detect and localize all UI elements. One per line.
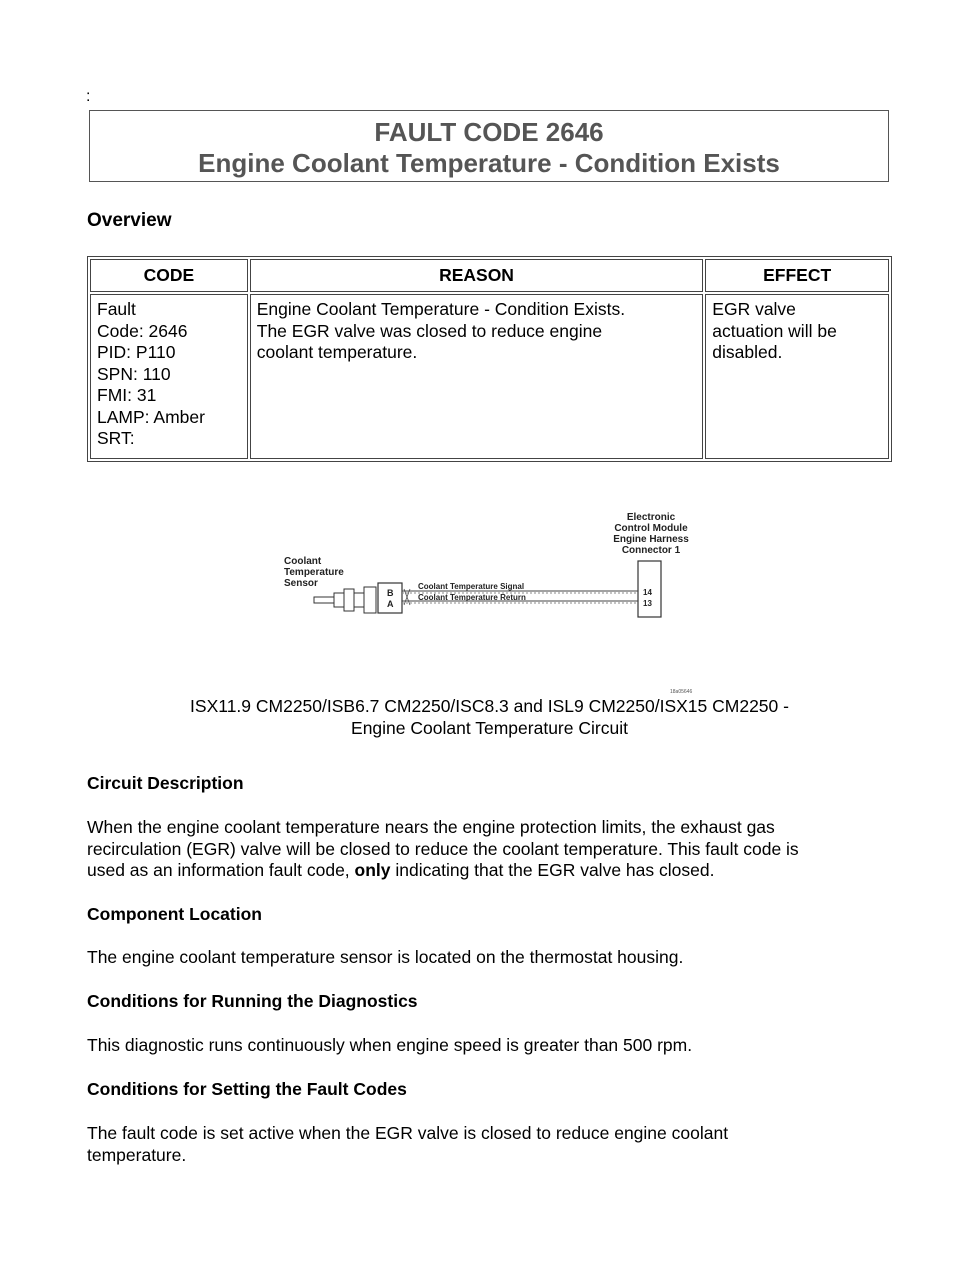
code-line: SPN: 110 <box>97 363 171 384</box>
code-line: PID: P110 <box>97 342 176 362</box>
component-location-text: The engine coolant temperature sensor is located on the thermostat housing. <box>87 947 684 967</box>
paragraph-line: When the engine coolant temperature nears the engine protection limits, the exhaust gas <box>87 817 775 837</box>
sensor-label-line: Sensor <box>284 578 318 589</box>
caption-line: ISX11.9 CM2250/ISB6.7 CM2250/ISC8.3 and ISL9 CM2250/ISX15 CM2250 - <box>190 696 789 716</box>
code-line: FMI: 31 <box>97 385 157 405</box>
table-row <box>90 294 889 459</box>
component-location-heading: Component Location <box>87 904 262 924</box>
paragraph-text: used as an information fault code, <box>87 860 355 880</box>
signal-wire-label: Coolant Temperature Signal <box>418 582 525 591</box>
effect-cell <box>705 294 889 459</box>
top-mark: : <box>86 88 91 105</box>
ecm-label-line: Electronic <box>626 512 676 523</box>
paragraph-line: The fault code is set active when the EGR valve is closed to reduce engine coolant <box>87 1123 729 1143</box>
effect-line: disabled. <box>712 342 783 362</box>
ecm-label-line: Control Module <box>614 523 688 534</box>
setting-fault-codes-text <box>87 1123 887 1166</box>
paragraph-line: temperature. <box>87 1144 187 1165</box>
header-code: CODE <box>90 259 248 292</box>
code-cell <box>90 294 248 459</box>
reason-line: The EGR valve was closed to reduce engine <box>256 320 603 341</box>
code-line: Fault <box>97 299 136 319</box>
effect-line: actuation will be <box>712 320 837 341</box>
setting-fault-codes-heading: Conditions for Setting the Fault Codes <box>87 1079 407 1099</box>
caption-line: Engine Coolant Temperature Circuit <box>351 717 628 738</box>
coolant-circuit-diagram <box>270 505 740 695</box>
header-reason: REASON <box>250 259 704 292</box>
figure-id: 18a05646 <box>670 689 693 695</box>
ecm-pin-13: 13 <box>643 599 652 608</box>
diagram-caption <box>87 696 892 739</box>
paragraph-line: recirculation (EGR) valve will be closed to reduce the coolant temperature. This fault code is <box>87 838 799 859</box>
code-line: LAMP: Amber <box>97 406 205 427</box>
sensor-pin-a: A <box>387 599 394 609</box>
emphasis-text: only <box>354 860 391 880</box>
sensor-label-line: Temperature <box>284 567 344 578</box>
circuit-description-text <box>87 817 887 882</box>
circuit-description-heading: Circuit Description <box>87 773 244 793</box>
effect-line: EGR valve <box>712 299 796 319</box>
running-diagnostics-text: This diagnostic runs continuously when engine speed is greater than 500 rpm. <box>87 1035 693 1055</box>
reason-line: Engine Coolant Temperature - Condition Exists. <box>256 299 626 319</box>
fault-code-subtitle: Engine Coolant Temperature - Condition Exists <box>198 148 780 178</box>
paragraph-line <box>87 860 887 882</box>
fault-code-table <box>87 256 892 462</box>
header-effect: EFFECT <box>705 259 889 292</box>
ecm-pin-14: 14 <box>643 588 652 597</box>
sensor-pin-b: B <box>387 588 394 598</box>
overview-heading: Overview <box>87 210 172 231</box>
ecm-label-line: Connector 1 <box>621 545 681 556</box>
return-wire-label: Coolant Temperature Return <box>418 593 526 602</box>
sensor-label-line: Coolant <box>284 556 322 567</box>
code-line: SRT: <box>97 428 135 448</box>
reason-cell <box>250 294 704 459</box>
ecm-label-line: Engine Harness <box>613 534 689 545</box>
table-header-row <box>90 259 889 292</box>
title-box <box>89 110 889 182</box>
code-line: Code: 2646 <box>97 320 188 341</box>
running-diagnostics-heading: Conditions for Running the Diagnostics <box>87 991 418 1011</box>
paragraph-text: indicating that the EGR valve has closed. <box>390 860 715 880</box>
coolant-temperature-sensor <box>314 587 376 613</box>
reason-line: coolant temperature. <box>256 342 418 362</box>
fault-code-title: FAULT CODE 2646 <box>374 117 604 147</box>
